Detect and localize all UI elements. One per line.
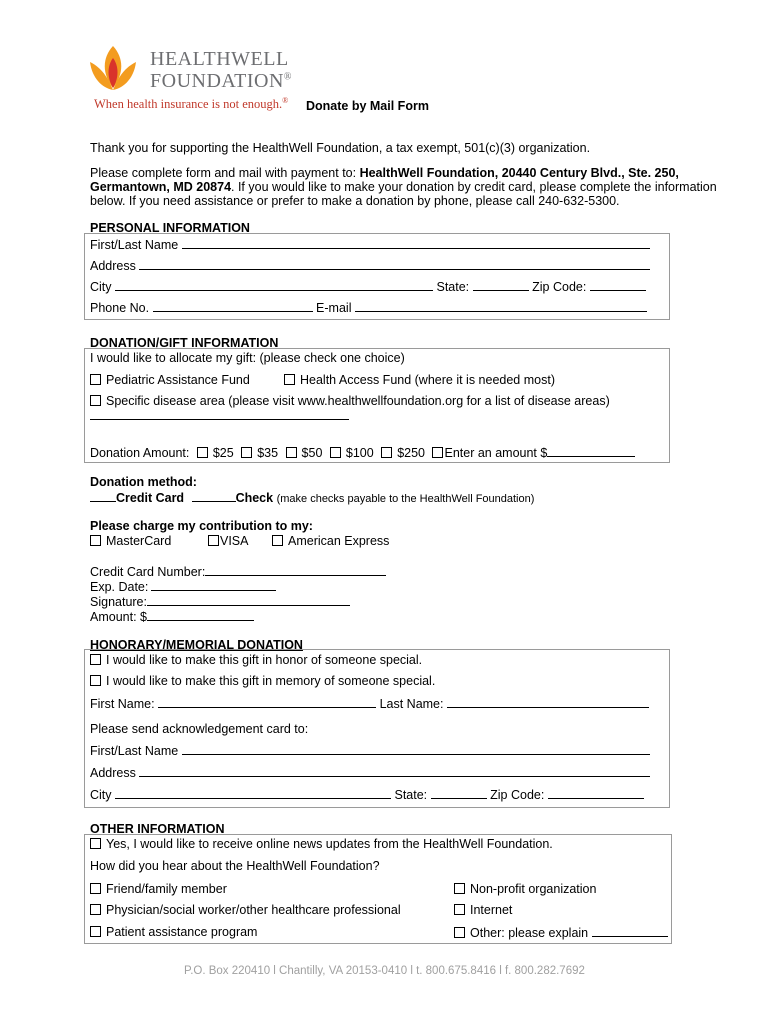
card-number-label: Credit Card Number: — [90, 565, 206, 579]
footer-contact: P.O. Box 220410 l Chantilly, VA 20153-0410 l t. 800.675.8416 l f. 800.282.7692 — [184, 965, 585, 977]
personal-phone-field[interactable] — [153, 300, 313, 312]
ack-zip-field[interactable] — [548, 787, 644, 799]
hear-label: How did you hear about the HealthWell Foundation? — [90, 859, 380, 873]
personal-name-field[interactable] — [182, 237, 650, 249]
personal-name-label: First/Last Name — [90, 238, 179, 252]
ack-zip-label: Zip Code: — [490, 788, 545, 802]
card-number-field[interactable] — [205, 564, 386, 576]
health-access-label: Health Access Fund (where it is needed most) — [300, 373, 555, 387]
method-heading: Donation method: — [90, 475, 197, 489]
logo — [88, 40, 292, 115]
other-source-label: Other: please explain — [470, 926, 589, 940]
lotus-icon — [88, 44, 138, 96]
pediatric-fund-checkbox[interactable] — [90, 374, 101, 385]
ack-address-label: Address — [90, 766, 136, 780]
exp-date-field[interactable] — [151, 579, 276, 591]
amount-50-checkbox[interactable] — [286, 447, 297, 458]
credit-card-blank[interactable] — [90, 490, 116, 502]
honoree-last-field[interactable] — [447, 696, 649, 708]
internet-checkbox[interactable] — [454, 904, 465, 915]
other-source-field[interactable] — [592, 925, 668, 937]
amount-50-label: $50 — [301, 446, 323, 460]
amount-25-label: $25 — [212, 446, 234, 460]
amount-100-checkbox[interactable] — [330, 447, 341, 458]
honoree-first-label: First Name: — [90, 697, 155, 711]
visa-checkbox[interactable] — [208, 535, 219, 546]
donation-allocate: I would like to allocate my gift: (please check one choice) — [90, 351, 405, 365]
intro-thanks: Thank you for supporting the HealthWell Foundation, a tax exempt, 501(c)(3) organization. — [90, 141, 591, 155]
nonprofit-label: Non-profit organization — [470, 882, 597, 896]
charge-amount-label: Amount: $ — [90, 610, 147, 624]
disease-area-field[interactable] — [90, 408, 349, 420]
intro-text-c: below. If you need assistance or prefer to make a donation by phone, please call 240-632-5300. — [90, 194, 620, 208]
ack-state-label: State: — [394, 788, 428, 802]
ack-name-label: First/Last Name — [90, 744, 179, 758]
honor-label: I would like to make this gift in honor of someone special. — [106, 653, 423, 667]
amount-100-label: $100 — [345, 446, 374, 460]
mail-address-line1: HealthWell Foundation, 20440 Century Blvd., Ste. 250, — [359, 166, 679, 180]
logo-line1: HEALTHWELL — [150, 48, 289, 70]
honoree-last-label: Last Name: — [379, 697, 444, 711]
amount-35-label: $35 — [257, 446, 279, 460]
amount-other-label: Enter an amount $ — [444, 446, 548, 460]
amex-checkbox[interactable] — [272, 535, 283, 546]
ack-city-label: City — [90, 788, 112, 802]
honor-checkbox[interactable] — [90, 654, 101, 665]
personal-city-label: City — [90, 280, 112, 294]
amount-25-checkbox[interactable] — [197, 447, 208, 458]
personal-address-label: Address — [90, 259, 136, 273]
visa-label: VISA — [220, 534, 249, 548]
physician-label: Physician/social worker/other healthcare professional — [106, 903, 401, 917]
ack-label: Please send acknowledgement card to: — [90, 722, 309, 736]
friend-checkbox[interactable] — [90, 883, 101, 894]
personal-zip-field[interactable] — [590, 279, 646, 291]
donation-heading: DONATION/GIFT INFORMATION — [90, 336, 279, 350]
amex-label: American Express — [288, 534, 390, 548]
exp-date-label: Exp. Date: — [90, 580, 149, 594]
pap-checkbox[interactable] — [90, 926, 101, 937]
logo-reg: ® — [283, 71, 292, 83]
personal-email-field[interactable] — [355, 300, 647, 312]
physician-checkbox[interactable] — [90, 904, 101, 915]
mail-address-line2: Germantown, MD 20874 — [90, 180, 232, 194]
page-title: Donate by Mail Form — [306, 99, 429, 113]
charge-heading: Please charge my contribution to my: — [90, 519, 313, 533]
pediatric-fund-label: Pediatric Assistance Fund — [106, 373, 250, 387]
disease-area-checkbox[interactable] — [90, 395, 101, 406]
pap-label: Patient assistance program — [106, 925, 258, 939]
signature-field[interactable] — [147, 594, 350, 606]
amount-other-field[interactable] — [547, 445, 635, 457]
personal-zip-label: Zip Code: — [532, 280, 587, 294]
other-heading: OTHER INFORMATION — [90, 822, 225, 836]
personal-state-field[interactable] — [473, 279, 529, 291]
honoree-first-field[interactable] — [158, 696, 376, 708]
logo-line2: FOUNDATION — [150, 70, 284, 92]
memory-checkbox[interactable] — [90, 675, 101, 686]
internet-label: Internet — [470, 903, 513, 917]
personal-email-label: E-mail — [316, 301, 352, 315]
ack-name-field[interactable] — [182, 743, 650, 755]
news-label: Yes, I would like to receive online news updates from the HealthWell Foundation. — [106, 837, 553, 851]
charge-amount-field[interactable] — [147, 609, 254, 621]
other-source-checkbox[interactable] — [454, 927, 465, 938]
personal-city-field[interactable] — [115, 279, 433, 291]
ack-state-field[interactable] — [431, 787, 487, 799]
check-blank[interactable] — [192, 490, 236, 502]
logo-tagline: When health insurance is not enough. — [94, 97, 283, 112]
disease-area-label: Specific disease area (please visit www.healthwellfoundation.org for a list of disease areas) — [106, 394, 610, 408]
method-check-label: Check — [235, 491, 274, 505]
amount-35-checkbox[interactable] — [241, 447, 252, 458]
nonprofit-checkbox[interactable] — [454, 883, 465, 894]
intro-text-a: Please complete form and mail with payment to: — [90, 166, 360, 180]
personal-heading: PERSONAL INFORMATION — [90, 221, 250, 235]
personal-phone-label: Phone No. — [90, 301, 150, 315]
tagline-reg: ® — [282, 96, 289, 105]
mastercard-checkbox[interactable] — [90, 535, 101, 546]
amount-250-label: $250 — [397, 446, 425, 460]
friend-label: Friend/family member — [106, 882, 227, 896]
memory-label: I would like to make this gift in memory of someone special. — [106, 674, 436, 688]
donation-amount-label: Donation Amount: — [90, 446, 190, 460]
honorary-heading: HONORARY/MEMORIAL DONATION — [90, 638, 303, 652]
mastercard-label: MasterCard — [106, 534, 172, 548]
ack-city-field[interactable] — [115, 787, 391, 799]
health-access-checkbox[interactable] — [284, 374, 295, 385]
intro-text-b: . If you would like to make your donation by credit card, please complete the information — [231, 180, 717, 194]
signature-label: Signature: — [90, 595, 147, 609]
personal-address-field[interactable] — [139, 258, 650, 270]
amount-250-checkbox[interactable] — [381, 447, 392, 458]
method-credit-label: Credit Card — [116, 491, 185, 505]
amount-other-checkbox[interactable] — [432, 447, 443, 458]
personal-state-label: State: — [436, 280, 470, 294]
method-check-note: (make checks payable to the HealthWell Foundation) — [276, 493, 535, 505]
ack-address-field[interactable] — [139, 765, 650, 777]
news-checkbox[interactable] — [90, 838, 101, 849]
